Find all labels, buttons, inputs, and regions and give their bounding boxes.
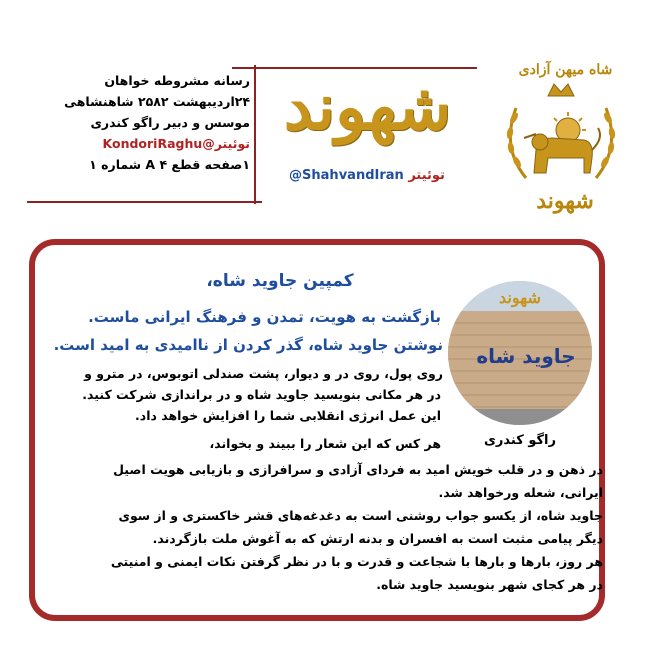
article-intro-2: نوشتن جاوید شاه، گذر کردن از ناامیدی به امید است. (53, 336, 443, 354)
article-line-5: در ذهن و در قلب خویش امید به فردای آزادی و سرافرازی و بازیابی هویت اصیل (113, 462, 603, 477)
photo-watermark: شهوند (499, 288, 541, 307)
publication-info (18, 70, 250, 175)
article-line-9: هر روز، بارها و بارها با شجاعت و قدرت و با در نظر گرفتن نکات ایمنی و امنیتی (110, 554, 603, 569)
header-bottom-divider (27, 201, 262, 203)
info-twitter-label: توئیتر (214, 136, 250, 151)
info-line-1: رسانه مشروطه خواهان (104, 73, 250, 88)
article-line-6: ایرانی، شعله ورخواهد شد. (438, 485, 603, 500)
article-line-10: در هر کجای شهر بنویسید جاوید شاه. (376, 577, 603, 592)
article-line-2: در هر مکانی بنویسید جاوید شاه و در براندازی شرکت کنید. (82, 387, 441, 402)
photo-caption: راگو کندری (484, 433, 556, 448)
brand-logo: شهوند (283, 70, 452, 145)
article-line-7: جاوید شاه، از یکسو جواب روشنی است به دغدغه‌های قشر خاکستری و از سوی (118, 508, 603, 523)
info-line-3: موسس و دبیر راگو کندری (90, 115, 250, 130)
wall-photo (448, 281, 592, 425)
info-line-2: ۲۴اردیبهشت ۲۵۸۲ شاهنشاهی (64, 94, 250, 109)
info-line-4 (18, 133, 250, 154)
article-line-8: دیگر پیامی مثبت است به افسران و بدنه ارتش که به آغوش ملت بازگردند. (152, 531, 603, 546)
emblem-motto: شاه میهن آزادی (518, 62, 613, 78)
info-twitter-handle[interactable]: @KondoriRaghu (102, 136, 215, 151)
article-intro-1: بازگشت به هویت، تمدن و فرهنگ ایرانی ماست. (88, 308, 441, 326)
emblem-name: شهوند (536, 188, 594, 214)
brand-twitter-handle[interactable]: @ShahvandIran (289, 168, 404, 183)
brand-twitter[interactable] (262, 168, 472, 183)
article-line-3: این عمل انرژی انقلابی شما را افزایش خواهد داد. (135, 408, 441, 423)
article-line-4: هر کس که این شعار را ببیند و بخواند، (209, 436, 441, 451)
brand-twitter-label: توئیتر (408, 168, 445, 183)
lion-and-sun-emblem-icon (486, 78, 636, 193)
photo-wall-text: جاوید شاه (476, 344, 576, 368)
info-line-5: ۱صفحه قطع A ۴ شماره ۱ (89, 157, 250, 172)
article-line-1: روی پول، روی در و دیوار، پشت صندلی اتوبوس، در مترو و (84, 366, 443, 381)
article-heading: کمپین جاوید شاه، (206, 271, 354, 291)
wall-photo-image (448, 281, 592, 425)
